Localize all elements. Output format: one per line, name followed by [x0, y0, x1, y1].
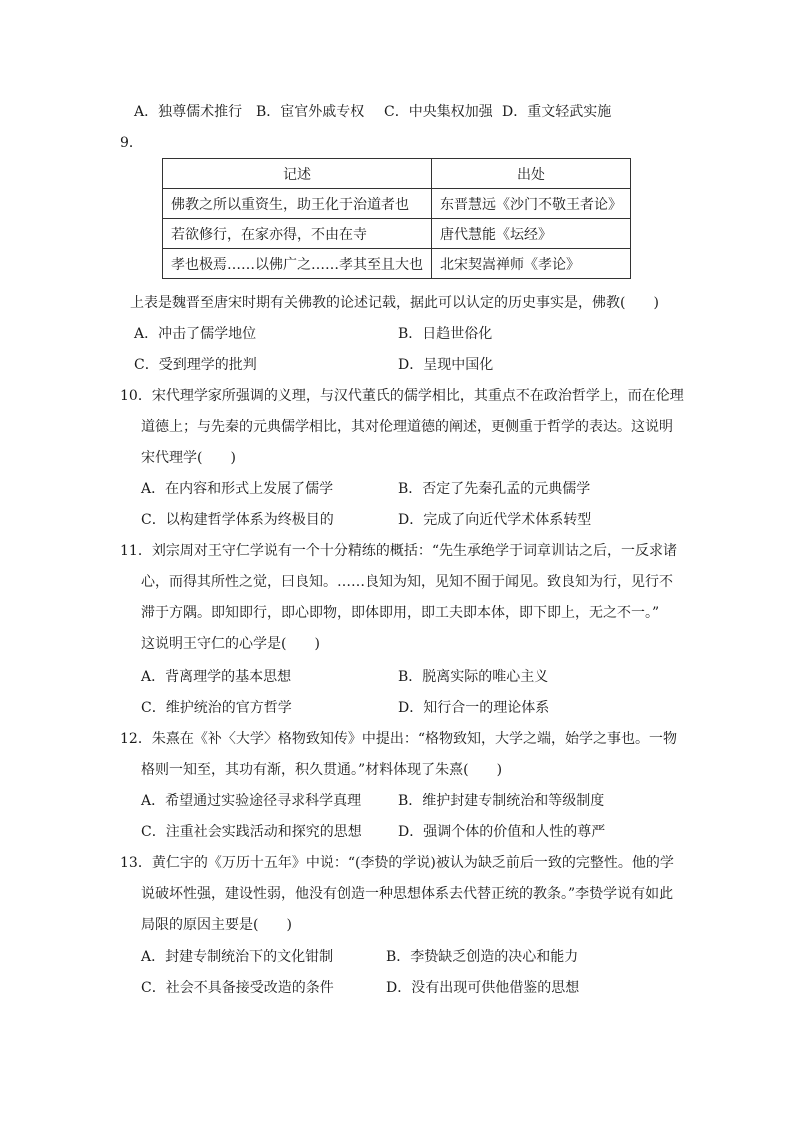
q8-option-b: B．宦官外戚专权 — [256, 104, 365, 120]
q10-stem-line-2: 道德上；与先秦的元典儒学相比，其对伦理道德的阐述，更侧重于哲学的表达。这说明 — [141, 419, 673, 435]
q11-option-a: A．背离理学的基本思想 — [141, 669, 292, 685]
q9-option-b: B．日趋世俗化 — [398, 326, 493, 342]
q11-stem-line-1: 11．刘宗周对王守仁学说有一个十分精练的概括：“先生承绝学于词章训诂之后，一反求诸 — [120, 543, 677, 559]
table-header-cell: 记述 — [163, 159, 432, 189]
table-cell: 北宋契嵩禅师《孝论》 — [432, 249, 631, 279]
q11-option-b: B．脱离实际的唯心主义 — [398, 669, 549, 685]
q8-option-a: A．独尊儒术推行 — [134, 104, 243, 120]
q10-option-c: C．以构建哲学体系为终极目的 — [141, 512, 334, 528]
q8-option-d: D．重文轻武实施 — [502, 104, 612, 120]
q10-stem-line-3: 宋代理学( ) — [141, 450, 236, 466]
q11-option-c: C．维护统治的官方哲学 — [141, 700, 292, 716]
q11-option-d: D．知行合一的理论体系 — [398, 700, 550, 716]
table-header-cell: 出处 — [432, 159, 631, 189]
table-row — [163, 249, 631, 279]
q10-option-b: B．否定了先秦孔孟的元典儒学 — [398, 481, 591, 497]
table-cell: 若欲修行，在家亦得，不由在寺 — [163, 219, 432, 249]
q11-stem-line-4: 这说明王守仁的心学是( ) — [141, 636, 320, 652]
q8-option-c: C．中央集权加强 — [384, 104, 493, 120]
q9-option-c: C．受到理学的批判 — [134, 357, 257, 373]
q12-stem-line-2: 格则一知至，其功有渐，积久贯通。”材料体现了朱熹( ) — [141, 762, 503, 778]
q12-option-c: C．注重社会实践活动和探究的思想 — [141, 824, 362, 840]
q13-option-c: C．社会不具备接受改造的条件 — [141, 980, 334, 996]
q10-option-d: D．完成了向近代学术体系转型 — [398, 512, 592, 528]
q10-stem-line-1: 10．宋代理学家所强调的义理，与汉代董氏的儒学相比，其重点不在政治哲学上，而在伦理 — [120, 388, 684, 404]
q9-source-table — [162, 158, 631, 279]
q13-option-b: B．李贽缺乏创造的决心和能力 — [386, 949, 579, 965]
q9-stem: 上表是魏晋至唐宋时期有关佛教的论述记载，据此可以认定的历史事实是，佛教( ) — [130, 295, 659, 311]
q13-stem-line-1: 13．黄仁宇的《万历十五年》中说：“(李贽的学说)被认为缺乏前后一致的完整性。他的学 — [120, 855, 674, 871]
q11-stem-line-2: 心，而得其所性之觉，曰良知。……良知为知，见知不囿于闻见。致良知为行，见行不 — [141, 574, 673, 590]
q13-option-a: A．封建专制统治下的文化钳制 — [141, 949, 334, 965]
q9-option-d: D．呈现中国化 — [398, 357, 494, 373]
q9-number: 9． — [120, 135, 143, 151]
q12-stem-line-1: 12．朱熹在《补〈大学〉格物致知传》中提出：“格物致知，大学之端，始学之事也。一物 — [120, 731, 677, 747]
table-cell: 东晋慧远《沙门不敬王者论》 — [432, 189, 631, 219]
table-header-row — [163, 159, 631, 189]
table-cell: 孝也极焉……以佛广之……孝其至且大也 — [163, 249, 432, 279]
q11-stem-line-3: 滞于方隅。即知即行，即心即物，即体即用，即工夫即本体，即下即上，无之不一。” — [141, 605, 660, 621]
q13-option-d: D．没有出现可供他借鉴的思想 — [386, 980, 580, 996]
table-cell: 唐代慧能《坛经》 — [432, 219, 631, 249]
table-cell: 佛教之所以重资生，助王化于治道者也 — [163, 189, 432, 219]
q12-option-d: D．强调个体的价值和人性的尊严 — [398, 824, 606, 840]
table-row — [163, 219, 631, 249]
q10-option-a: A．在内容和形式上发展了儒学 — [141, 481, 334, 497]
q12-option-a: A．希望通过实验途径寻求科学真理 — [141, 793, 362, 809]
q12-option-b: B．维护封建专制统治和等级制度 — [398, 793, 605, 809]
q13-stem-line-3: 局限的原因主要是( ) — [141, 917, 292, 933]
table-row — [163, 189, 631, 219]
q9-option-a: A．冲击了儒学地位 — [134, 326, 257, 342]
q13-stem-line-2: 说破坏性强，建设性弱，他没有创造一种思想体系去代替正统的教条。”李贽学说有如此 — [141, 886, 674, 902]
